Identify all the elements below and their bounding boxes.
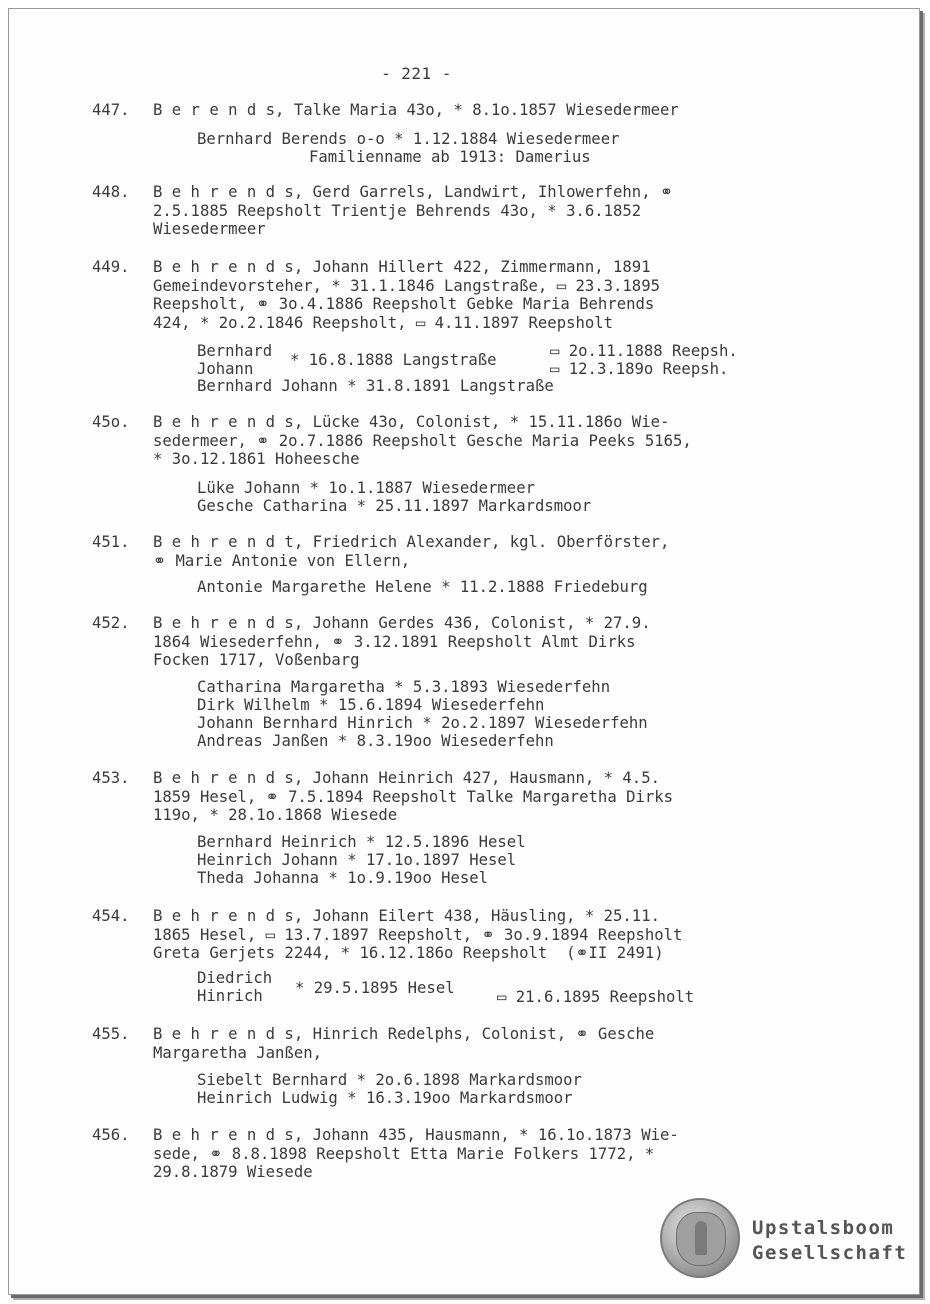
entry-number: 448. — [92, 183, 130, 201]
entry-line: Focken 1717, Voßenbarg — [153, 651, 360, 670]
child-line: Gesche Catharina * 25.11.1897 Markardsmoor — [197, 497, 592, 515]
entry-line: B e h r e n d s, Johann Gerdes 436, Colonist, * 27.9. — [153, 614, 651, 632]
twin-death-1: ▭ 2o.11.1888 Reepsh. — [550, 342, 738, 360]
twin-birth: * 29.5.1895 Hesel — [295, 979, 455, 997]
entry-454 — [92, 907, 792, 1011]
entry-448 — [92, 183, 792, 243]
entry-456 — [92, 1126, 792, 1186]
entry-447 — [92, 101, 792, 171]
entry-number: 454. — [92, 907, 130, 925]
entry-line: B e h r e n d s, Hinrich Redelphs, Colonist, ⚭ Gesche — [153, 1025, 655, 1043]
child-line: Johann Bernhard Hinrich * 2o.2.1897 Wiesederfehn — [197, 714, 648, 732]
child-line: Bernhard Berends o-o * 1.12.1884 Wiesedermeer — [197, 130, 620, 148]
entry-line: 1859 Hesel, ⚭ 7.5.1894 Reepsholt Talke Margaretha Dirks — [153, 787, 674, 806]
entry-line: 424, * 2o.2.1846 Reepsholt, ▭ 4.11.1897 Reepsholt — [153, 313, 614, 332]
child-line: Antonie Margarethe Helene * 11.2.1888 Friedeburg — [197, 578, 648, 596]
entry-number: 449. — [92, 258, 130, 276]
entry-line: sedermeer, ⚭ 2o.7.1886 Reepsholt Gesche Maria Peeks 5165, — [153, 431, 692, 450]
twin-name-1: Bernhard — [197, 342, 273, 360]
entry-number: 456. — [92, 1126, 130, 1144]
entry-line: B e r e n d s, Talke Maria 43o, * 8.1o.1857 Wiesedermeer — [153, 101, 679, 119]
entry-line: B e h r e n d s, Lücke 43o, Colonist, * 15.11.186o Wie- — [153, 413, 670, 431]
entry-line: 1864 Wiesederfehn, ⚭ 3.12.1891 Reepsholt Almt Dirks — [153, 632, 636, 651]
entry-line: Reepsholt, ⚭ 3o.4.1886 Reepsholt Gebke Maria Behrends — [153, 295, 655, 314]
child-line: Bernhard Johann * 31.8.1891 Langstraße — [197, 377, 554, 395]
twin-name-2: Johann — [197, 360, 254, 378]
entry-number: 451. — [92, 533, 130, 551]
child-line: Heinrich Johann * 17.1o.1897 Hesel — [197, 851, 517, 869]
society-logo — [752, 1216, 907, 1266]
page-number: - 221 - — [381, 64, 452, 83]
entry-452 — [92, 614, 792, 754]
entry-line: Margaretha Janßen, — [153, 1043, 322, 1062]
entry-line: 1865 Hesel, ▭ 13.7.1897 Reepsholt, ⚭ 3o.9.1894 Reepsholt — [153, 925, 683, 944]
entry-450 — [92, 413, 792, 517]
twin-name-2: Hinrich — [197, 987, 263, 1005]
entry-number: 447. — [92, 101, 130, 119]
child-line: Bernhard Heinrich * 12.5.1896 Hesel — [197, 833, 526, 851]
child-line: Theda Johanna * 1o.9.19oo Hesel — [197, 869, 489, 887]
entry-line: 29.8.1879 Wiesede — [153, 1163, 313, 1182]
entry-line: Greta Gerjets 2244, * 16.12.186o Reepsholt (⚭II 2491) — [153, 944, 664, 963]
entry-line: ⚭ Marie Antonie von Ellern, — [153, 551, 411, 570]
entry-line: B e h r e n d s, Johann Hillert 422, Zimmermann, 1891 — [153, 258, 651, 276]
twin-death: ▭ 21.6.1895 Reepsholt — [497, 988, 695, 1006]
entry-number: 452. — [92, 614, 130, 632]
entry-line: B e h r e n d s, Johann Eilert 438, Häusling, * 25.11. — [153, 907, 660, 925]
entry-line: 2.5.1885 Reepsholt Trientje Behrends 43o, * 3.6.1852 — [153, 201, 642, 220]
entry-number: 45o. — [92, 413, 130, 431]
entry-line: * 3o.12.1861 Hoheesche — [153, 450, 360, 469]
logo-line-1: Upstalsboom — [752, 1217, 895, 1239]
child-line: Heinrich Ludwig * 16.3.19oo Markardsmoor — [197, 1089, 573, 1107]
entry-453 — [92, 769, 792, 891]
child-line: Catharina Margaretha * 5.3.1893 Wiesederfehn — [197, 678, 611, 696]
entry-number: 455. — [92, 1025, 130, 1043]
twin-name-1: Diedrich — [197, 969, 273, 987]
entry-451 — [92, 533, 792, 597]
surname-note: Familienname ab 1913: Damerius — [309, 148, 591, 166]
child-line: Lüke Johann * 1o.1.1887 Wiesedermeer — [197, 479, 535, 497]
entry-number: 453. — [92, 769, 130, 787]
child-line: Andreas Janßen * 8.3.19oo Wiesederfehn — [197, 732, 554, 750]
twin-death-2: ▭ 12.3.189o Reepsh. — [550, 360, 729, 378]
logo-line-2: Gesellschaft — [752, 1242, 908, 1264]
entry-line: 119o, * 28.1o.1868 Wiesede — [153, 806, 398, 825]
entry-line: sede, ⚭ 8.8.1898 Reepsholt Etta Marie Folkers 1772, * — [153, 1144, 655, 1163]
entry-line: B e h r e n d s, Gerd Garrels, Landwirt, Ihlowerfehn, ⚭ — [153, 183, 674, 201]
twin-birth: * 16.8.1888 Langstraße — [290, 351, 497, 369]
entry-line: B e h r e n d s, Johann Heinrich 427, Hausmann, * 4.5. — [153, 769, 660, 787]
entry-line: B e h r e n d s, Johann 435, Hausmann, * 16.1o.1873 Wie- — [153, 1126, 679, 1144]
child-line: Dirk Wilhelm * 15.6.1894 Wiesederfehn — [197, 696, 545, 714]
entry-line: Gemeindevorsteher, * 31.1.1846 Langstraße, ▭ 23.3.1895 — [153, 276, 660, 295]
entry-449 — [92, 258, 792, 398]
entry-line: Wiesedermeer — [153, 220, 266, 239]
society-seal-icon — [660, 1198, 740, 1278]
child-line: Siebelt Bernhard * 2o.6.1898 Markardsmoor — [197, 1071, 582, 1089]
entry-line: B e h r e n d t, Friedrich Alexander, kgl. Oberförster, — [153, 533, 670, 551]
entry-455 — [92, 1025, 792, 1115]
